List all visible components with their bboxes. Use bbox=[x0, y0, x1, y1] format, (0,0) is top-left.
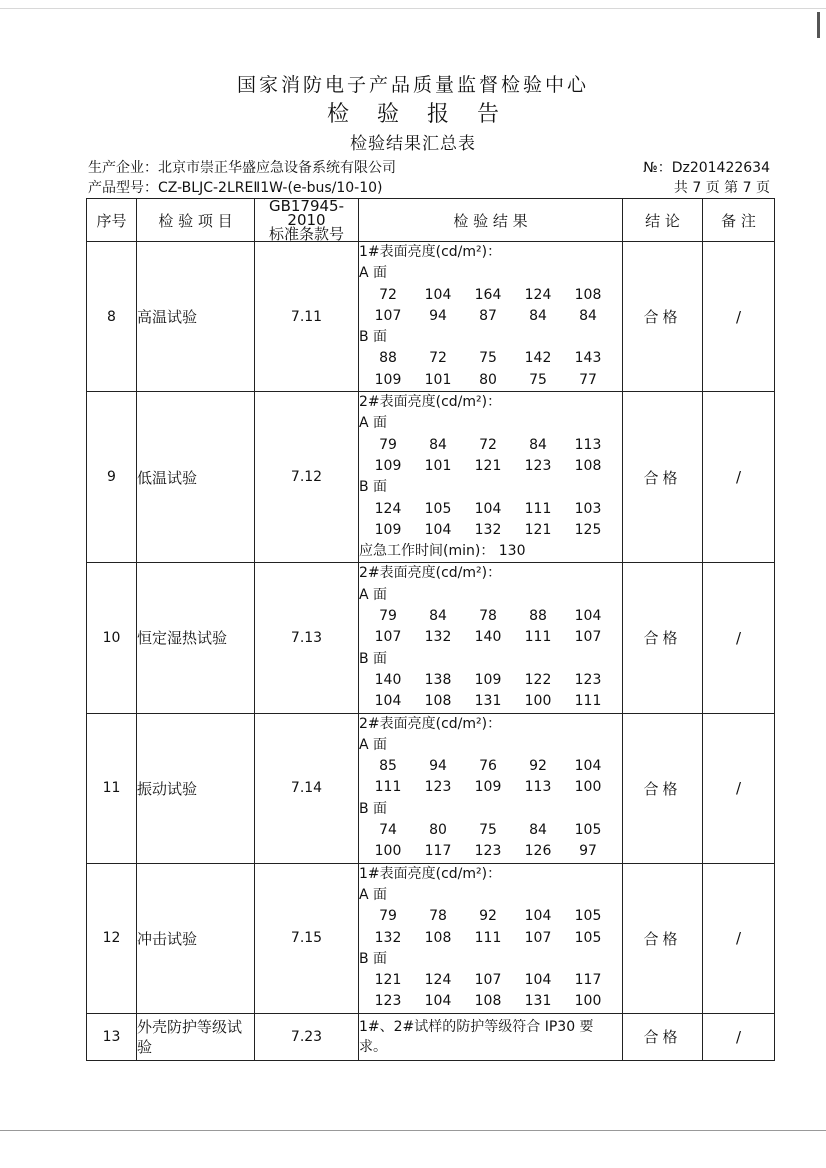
scan-top-edge bbox=[0, 8, 826, 9]
model-value: CZ-BLJC-2LREⅡ1W-(e-bus/10-10) bbox=[158, 180, 383, 196]
brightness-title: 2#表面亮度(cd/m²)： bbox=[359, 394, 502, 411]
brightness-value: 104 bbox=[474, 500, 502, 517]
brightness-value: 131 bbox=[524, 993, 552, 1010]
brightness-value: 94 bbox=[429, 307, 447, 324]
remark: / bbox=[703, 242, 775, 392]
header-standard-clause bbox=[255, 199, 359, 242]
brightness-value: 142 bbox=[524, 350, 552, 367]
brightness-value: 104 bbox=[424, 286, 452, 303]
brightness-value: 131 bbox=[474, 693, 502, 710]
report-number bbox=[643, 158, 770, 178]
brightness-value: 84 bbox=[429, 608, 447, 625]
header-conclusion: 结 论 bbox=[623, 199, 703, 242]
brightness-value: 109 bbox=[374, 371, 402, 388]
side-a-values bbox=[359, 627, 622, 648]
row-number: 10 bbox=[87, 563, 137, 713]
side-a-label: A 面 bbox=[359, 736, 388, 753]
standard-clause: 7.11 bbox=[255, 242, 359, 392]
brightness-value: 104 bbox=[524, 972, 552, 989]
brightness-value: 123 bbox=[474, 843, 502, 860]
brightness-value: 140 bbox=[474, 629, 502, 646]
side-b-values bbox=[359, 370, 622, 391]
brightness-value: 97 bbox=[579, 843, 597, 860]
table-row bbox=[87, 863, 775, 1013]
brightness-value: 78 bbox=[479, 608, 497, 625]
brightness-value: 104 bbox=[524, 908, 552, 925]
conclusion: 合格 bbox=[623, 392, 703, 563]
brightness-value: 100 bbox=[574, 779, 602, 796]
summary-table-title: 检验结果汇总表 bbox=[350, 134, 476, 154]
test-result bbox=[359, 863, 623, 1013]
standard-clause: 7.13 bbox=[255, 563, 359, 713]
table-row bbox=[87, 713, 775, 863]
manufacturer-label: 生产企业： bbox=[88, 160, 158, 176]
brightness-value: 78 bbox=[429, 908, 447, 925]
side-b-label: B 面 bbox=[359, 950, 388, 967]
header-item: 检 验 项 目 bbox=[137, 199, 255, 242]
side-a-values bbox=[359, 606, 622, 627]
conclusion: 合格 bbox=[623, 563, 703, 713]
brightness-value: 84 bbox=[529, 436, 547, 453]
table-row bbox=[87, 392, 775, 563]
brightness-value: 109 bbox=[374, 457, 402, 474]
manufacturer-name: 北京市崇正华盛应急设备系统有限公司 bbox=[158, 160, 396, 176]
brightness-title: 1#表面亮度(cd/m²)： bbox=[359, 865, 502, 882]
brightness-value: 72 bbox=[479, 436, 497, 453]
brightness-value: 124 bbox=[374, 500, 402, 517]
side-b-values bbox=[359, 841, 622, 862]
table-header-row bbox=[87, 199, 775, 242]
test-item: 外壳防护等级试验 bbox=[137, 1013, 255, 1060]
brightness-value: 75 bbox=[529, 371, 547, 388]
brightness-value: 104 bbox=[374, 693, 402, 710]
report-title: 检验报告 bbox=[326, 102, 527, 127]
brightness-value: 123 bbox=[574, 671, 602, 688]
test-item: 振动试验 bbox=[137, 713, 255, 863]
side-a-label: A 面 bbox=[359, 415, 388, 432]
side-b-values bbox=[359, 691, 622, 712]
test-result: 1#、2#试样的防护等级符合 IP30 要求。 bbox=[359, 1013, 623, 1060]
header-no: 序号 bbox=[87, 199, 137, 242]
test-result bbox=[359, 713, 623, 863]
brightness-value: 121 bbox=[524, 521, 552, 538]
brightness-title: 2#表面亮度(cd/m²)： bbox=[359, 565, 502, 582]
brightness-value: 132 bbox=[424, 629, 452, 646]
brightness-value: 94 bbox=[429, 758, 447, 775]
standard-clause: 7.23 bbox=[255, 1013, 359, 1060]
remark: / bbox=[703, 392, 775, 563]
model-label: 产品型号： bbox=[88, 180, 158, 196]
brightness-title: 1#表面亮度(cd/m²)： bbox=[359, 244, 502, 260]
brightness-value: 100 bbox=[524, 693, 552, 710]
side-a-label: A 面 bbox=[359, 886, 388, 903]
brightness-value: 124 bbox=[524, 286, 552, 303]
brightness-value: 100 bbox=[374, 843, 402, 860]
brightness-value: 109 bbox=[374, 521, 402, 538]
conclusion: 合格 bbox=[623, 242, 703, 392]
side-b-values bbox=[359, 970, 622, 991]
brightness-value: 140 bbox=[374, 671, 402, 688]
table-row bbox=[87, 563, 775, 713]
brightness-value: 107 bbox=[574, 629, 602, 646]
brightness-value: 122 bbox=[524, 671, 552, 688]
brightness-value: 111 bbox=[574, 693, 602, 710]
header-clause-label: 标准条款号 bbox=[268, 225, 344, 243]
side-b-values bbox=[359, 820, 622, 841]
remark: / bbox=[703, 863, 775, 1013]
side-b-label: B 面 bbox=[359, 329, 388, 346]
brightness-value: 103 bbox=[574, 500, 602, 517]
side-b-values bbox=[359, 520, 622, 541]
side-a-values bbox=[359, 928, 622, 949]
brightness-value: 104 bbox=[574, 758, 602, 775]
brightness-title: 2#表面亮度(cd/m²)： bbox=[359, 715, 502, 732]
side-a-values bbox=[359, 285, 622, 306]
brightness-value: 80 bbox=[479, 371, 497, 388]
brightness-value: 72 bbox=[429, 350, 447, 367]
emergency-time: 应急工作时间(min)： 130 bbox=[359, 543, 526, 560]
results-table bbox=[86, 198, 775, 1061]
side-b-label: B 面 bbox=[359, 800, 388, 817]
brightness-value: 76 bbox=[479, 758, 497, 775]
brightness-value: 108 bbox=[574, 457, 602, 474]
brightness-value: 100 bbox=[574, 993, 602, 1010]
test-result bbox=[359, 242, 623, 392]
side-a-values bbox=[359, 306, 622, 327]
brightness-value: 108 bbox=[424, 693, 452, 710]
brightness-value: 84 bbox=[579, 307, 597, 324]
brightness-value: 105 bbox=[574, 822, 602, 839]
row-number: 9 bbox=[87, 392, 137, 563]
brightness-value: 123 bbox=[424, 779, 452, 796]
scan-bottom-edge bbox=[0, 1130, 826, 1131]
side-b-values bbox=[359, 499, 622, 520]
table-row bbox=[87, 1013, 775, 1060]
brightness-value: 107 bbox=[374, 307, 402, 324]
brightness-value: 143 bbox=[574, 350, 602, 367]
standard-clause: 7.14 bbox=[255, 713, 359, 863]
brightness-value: 87 bbox=[479, 307, 497, 324]
row-number: 13 bbox=[87, 1013, 137, 1060]
brightness-value: 107 bbox=[524, 929, 552, 946]
brightness-value: 80 bbox=[429, 822, 447, 839]
brightness-value: 105 bbox=[574, 929, 602, 946]
report-header bbox=[0, 72, 826, 156]
report-number-label: №： bbox=[643, 160, 672, 176]
brightness-value: 79 bbox=[379, 608, 397, 625]
side-b-values bbox=[359, 348, 622, 369]
brightness-value: 111 bbox=[374, 779, 402, 796]
inspection-center-name: 国家消防电子产品质量监督检验中心 bbox=[236, 74, 589, 96]
brightness-value: 75 bbox=[479, 350, 497, 367]
brightness-value: 132 bbox=[474, 521, 502, 538]
side-b-label: B 面 bbox=[359, 650, 388, 667]
row-number: 11 bbox=[87, 713, 137, 863]
test-item: 冲击试验 bbox=[137, 863, 255, 1013]
test-item: 低温试验 bbox=[137, 392, 255, 563]
side-a-label: A 面 bbox=[359, 586, 388, 603]
side-b-values bbox=[359, 670, 622, 691]
brightness-value: 85 bbox=[379, 758, 397, 775]
brightness-value: 111 bbox=[524, 500, 552, 517]
brightness-value: 79 bbox=[379, 908, 397, 925]
table-row bbox=[87, 242, 775, 392]
brightness-value: 88 bbox=[529, 608, 547, 625]
header-standard-code: GB17945-2010 bbox=[268, 197, 345, 229]
brightness-value: 72 bbox=[379, 286, 397, 303]
brightness-value: 126 bbox=[524, 843, 552, 860]
brightness-value: 75 bbox=[479, 822, 497, 839]
brightness-value: 117 bbox=[424, 843, 452, 860]
conclusion: 合格 bbox=[623, 713, 703, 863]
brightness-value: 77 bbox=[579, 371, 597, 388]
brightness-value: 104 bbox=[424, 521, 452, 538]
brightness-value: 113 bbox=[524, 779, 552, 796]
brightness-value: 124 bbox=[424, 972, 452, 989]
brightness-value: 105 bbox=[424, 500, 452, 517]
brightness-value: 108 bbox=[574, 286, 602, 303]
brightness-value: 123 bbox=[374, 993, 402, 1010]
header-result: 检 验 结 果 bbox=[359, 199, 623, 242]
page-info: 共 7 页 第 7 页 bbox=[673, 180, 770, 196]
test-item: 高温试验 bbox=[137, 242, 255, 392]
remark: / bbox=[703, 563, 775, 713]
test-item: 恒定湿热试验 bbox=[137, 563, 255, 713]
report-number-value: Dz201422634 bbox=[671, 160, 770, 176]
brightness-value: 107 bbox=[374, 629, 402, 646]
side-b-values bbox=[359, 991, 622, 1012]
brightness-value: 123 bbox=[524, 457, 552, 474]
brightness-value: 108 bbox=[424, 929, 452, 946]
brightness-value: 111 bbox=[474, 929, 502, 946]
header-remark: 备 注 bbox=[703, 199, 775, 242]
brightness-value: 121 bbox=[374, 972, 402, 989]
brightness-value: 79 bbox=[379, 436, 397, 453]
conclusion: 合格 bbox=[623, 863, 703, 1013]
row-number: 8 bbox=[87, 242, 137, 392]
brightness-value: 121 bbox=[474, 457, 502, 474]
brightness-value: 104 bbox=[574, 608, 602, 625]
side-b-label: B 面 bbox=[359, 479, 388, 496]
test-result bbox=[359, 392, 623, 563]
brightness-value: 92 bbox=[529, 758, 547, 775]
row-number: 12 bbox=[87, 863, 137, 1013]
side-a-label: A 面 bbox=[359, 265, 388, 282]
brightness-value: 104 bbox=[424, 993, 452, 1010]
standard-clause: 7.15 bbox=[255, 863, 359, 1013]
brightness-value: 84 bbox=[529, 822, 547, 839]
brightness-value: 132 bbox=[374, 929, 402, 946]
brightness-value: 117 bbox=[574, 972, 602, 989]
brightness-value: 164 bbox=[474, 286, 502, 303]
side-a-values bbox=[359, 906, 622, 927]
brightness-value: 125 bbox=[574, 521, 602, 538]
brightness-value: 105 bbox=[574, 908, 602, 925]
brightness-value: 108 bbox=[474, 993, 502, 1010]
brightness-value: 113 bbox=[574, 436, 602, 453]
brightness-value: 74 bbox=[379, 822, 397, 839]
brightness-value: 84 bbox=[529, 307, 547, 324]
brightness-value: 109 bbox=[474, 671, 502, 688]
conclusion: 合格 bbox=[623, 1013, 703, 1060]
remark: / bbox=[703, 1013, 775, 1060]
side-a-values bbox=[359, 756, 622, 777]
remark: / bbox=[703, 713, 775, 863]
side-a-values bbox=[359, 777, 622, 798]
brightness-value: 109 bbox=[474, 779, 502, 796]
side-a-values bbox=[359, 456, 622, 477]
brightness-value: 101 bbox=[424, 457, 452, 474]
side-a-values bbox=[359, 435, 622, 456]
brightness-value: 107 bbox=[474, 972, 502, 989]
brightness-value: 88 bbox=[379, 350, 397, 367]
brightness-value: 92 bbox=[479, 908, 497, 925]
brightness-value: 84 bbox=[429, 436, 447, 453]
manufacturer-line bbox=[88, 158, 774, 178]
brightness-value: 138 bbox=[424, 671, 452, 688]
test-result bbox=[359, 563, 623, 713]
brightness-value: 111 bbox=[524, 629, 552, 646]
model-line bbox=[88, 178, 774, 198]
standard-clause: 7.12 bbox=[255, 392, 359, 563]
scan-edge-mark bbox=[817, 12, 820, 38]
brightness-value: 101 bbox=[424, 371, 452, 388]
